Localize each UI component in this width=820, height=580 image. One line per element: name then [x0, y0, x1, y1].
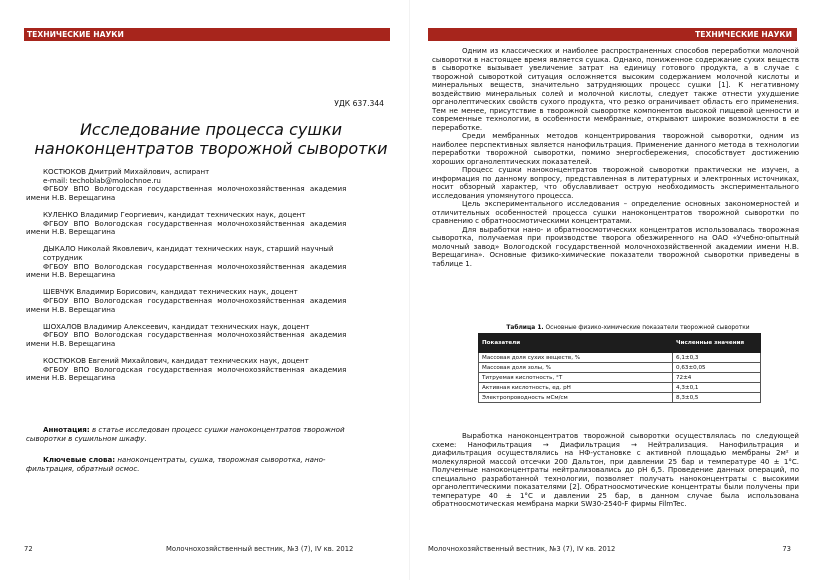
- author-affiliation-cont: имени Н.В. Верещагина: [26, 373, 116, 383]
- article-body-continued: [432, 432, 799, 509]
- journal-footer: Молочнохозяйственный вестник, №3 (7), IV кв. 2012: [428, 545, 616, 553]
- author-affiliation: ФГБОУ ВПО Вологодская государственная молочнохозяйственная академия: [43, 295, 347, 305]
- author-block: [26, 323, 388, 349]
- author-block: [26, 168, 388, 202]
- table-cell: 0,63±0,05: [673, 363, 761, 373]
- author-list: [26, 168, 388, 391]
- author-affiliation: ФГБОУ ВПО Вологодская государственная молочнохозяйственная академия: [43, 330, 347, 340]
- article-body: [432, 47, 799, 268]
- title-line: наноконцентратов творожной сыворотки: [34, 139, 388, 158]
- annotation-label: Аннотация:: [43, 425, 90, 434]
- table-header-row: [479, 334, 761, 353]
- author-name: ШЕВЧУК Владимир Борисович, кандидат технических наук, доцент: [43, 287, 298, 297]
- author-block: [26, 288, 388, 314]
- page-number: 72: [24, 545, 33, 553]
- author-name: КОСТЮКОВ Дмитрий Михайлович, аспирант: [43, 167, 210, 176]
- udc-code: УДК 637.344: [334, 99, 384, 108]
- table-caption: [478, 325, 778, 331]
- keywords-text: наноконцентраты, сушка, творожная сыворотка, нано-: [115, 455, 326, 464]
- table-caption-text: Основные физико-химические показатели творожной сыворотки: [543, 325, 750, 331]
- table-cell: Массовая доля сухих веществ, %: [479, 353, 673, 363]
- table-header-cell: Численные значения: [673, 334, 761, 353]
- annotation-text: в статье исследован процесс сушки наноконцентратов творожной: [89, 425, 345, 434]
- table-cell: 72±4: [673, 373, 761, 383]
- table-cell: Массовая доля золы, %: [479, 363, 673, 373]
- author-affiliation: ФГБОУ ВПО Вологодская государственная молочнохозяйственная академия: [43, 261, 347, 271]
- author-name: ШОХАЛОВ Владимир Алексеевич, кандидат технических наук, доцент: [43, 321, 310, 331]
- author-block: [26, 357, 388, 383]
- author-affiliation-cont: имени Н.В. Верещагина: [26, 338, 116, 348]
- table-header-cell: Показатели: [479, 334, 673, 353]
- author-name-cont: сотрудник: [43, 252, 83, 262]
- table-row: [479, 393, 761, 403]
- author-affiliation: ФГБОУ ВПО Вологодская государственная молочнохозяйственная академия: [43, 364, 347, 374]
- author-affiliation-cont: имени Н.В. Верещагина: [26, 227, 116, 237]
- table-cell: Титруемая кислотность, °Т: [479, 373, 673, 383]
- section-banner: ТЕХНИЧЕСКИЕ НАУКИ: [428, 28, 797, 41]
- table-row: [479, 363, 761, 373]
- author-affiliation-cont: имени Н.В. Верещагина: [26, 270, 116, 280]
- author-affiliation-cont: имени Н.В. Верещагина: [26, 304, 116, 314]
- author-name: КУЛЕНКО Владимир Георгиевич, кандидат технических наук, доцент: [43, 209, 306, 219]
- paragraph: Цель экспериментального исследования – определение основных закономерностей и отличительных особенностей процесса сушки наноконцентратов творожной сыворотки по сравнению с обратноосмотическими концентратами.: [432, 199, 799, 225]
- author-name: КОСТЮКОВ Евгений Михайлович, кандидат технических наук, доцент: [43, 356, 309, 366]
- paragraph: Среди мембранных методов концентрирования творожной сыворотки, одним из наиболее перспективных является нанофильтрация. Применение данного метода в технологии переработки творожной сыворотки, помимо энергосбережения, способствует достижению хороших органолептических показателей.: [432, 131, 799, 166]
- right-page: [410, 0, 820, 580]
- paragraph: Для выработки нано- и обратноосмотических концентратов использовалась творожная сыворотка, получаемая при производстве творога обезжиренного на ОАО «Учебно-опытный молочный завод» Вологодской государственной молочнохозяйственной академии имени Н.В. Верещагина». Основные физико-химические показатели творожной сыворотки приведены в таблице 1.: [432, 224, 799, 268]
- author-block: [26, 245, 388, 279]
- journal-footer: Молочнохозяйственный вестник, №3 (7), IV кв. 2012: [166, 545, 354, 553]
- annotation-text-cont: сыворотки в сушильном шкафу.: [26, 434, 147, 443]
- keywords-text-cont: фильтрация, обратный осмос.: [26, 464, 140, 473]
- author-affiliation: ФГБОУ ВПО Вологодская государственная молочнохозяйственная академия: [43, 184, 347, 194]
- table-row: [479, 353, 761, 363]
- author-affiliation: ФГБОУ ВПО Вологодская государственная молочнохозяйственная академия: [43, 218, 347, 228]
- table-row: [479, 383, 761, 393]
- author-block: [26, 211, 388, 237]
- table-row: [479, 373, 761, 383]
- paragraph: Одним из классических и наиболее распространенных способов переработки молочной сыворотки в настоящее время является сушка. Однако, пониженное содержание сухих веществ в сыворотке вызывает увеличение затрат на единицу готового продукта, а в случае с творожной сывороткой ситуация осложняется высоким содержанием молочной кислоты и минеральных веществ, значительно затрудняющих процесс сушки [1]. К негативному воздействию минеральных солей и молочной кислоты, следует также отнести ухудшение органолептических свойств сухого продукта, что резко ограничивает область его применения. Тем не менее, присутствие в творожной сыворотке компонентов высокой пищевой ценности и современные технологии, в особенности мембранные, открывают широкие возможности в ее переработке.: [432, 46, 799, 132]
- paragraph: Процесс сушки наноконцентратов творожной сыворотки практически не изучен, а информация по данному вопросу, представленная в литературных и электронных источниках, носит обзорный характер, что обуславливает острую необходимость экспериментального исследования упомянутого процесса.: [432, 165, 799, 200]
- author-affiliation-cont: имени Н.В. Верещагина: [26, 192, 116, 202]
- table-cell: Активная кислотность, ед. рН: [479, 383, 673, 393]
- section-banner: ТЕХНИЧЕСКИЕ НАУКИ: [24, 28, 390, 41]
- page-number: 73: [782, 545, 791, 553]
- keywords-label: Ключевые слова:: [43, 455, 116, 464]
- paragraph: Выработка наноконцентратов творожной сыворотки осуществлялась по следующей схеме: Нанофильтрация → Диафильтрация → Нейтрализация. Нанофильтрация и диафильтрация осуществлялись на НФ-установке с активной площадью мембраны 2м² и молекулярной массой отсечки 200 Дальтон, при давлении 25 бар и температуре 40 ± 1°С. Полученные наноконцентраты нейтрализовались до рН 6,5. Проведение данных операций, по специально разработанной технологии, позволяет получать наноконцентраты с высокими органолептическими показателями [2]. Обратноосмотические концентраты были получены при температуре 40 ± 1°С и давлении 25 бар, в данном случае была использована обратноосмотическая мембрана марки SW30-2540-F фирмы FilmTec.: [432, 431, 799, 508]
- physico-chemical-table: [478, 333, 761, 403]
- author-name: ДЫКАЛО Николай Яковлевич, кандидат технических наук, старший научный: [43, 244, 334, 254]
- table-cell: Электропроводность мСм/см: [479, 393, 673, 403]
- table-cell: 8,3±0,5: [673, 393, 761, 403]
- title-line: Исследование процесса сушки: [79, 120, 343, 139]
- annotation: [26, 425, 388, 443]
- table-cell: 6,1±0,3: [673, 353, 761, 363]
- table-caption-label: Таблица 1.: [506, 325, 544, 331]
- table-cell: 4,3±0,1: [673, 383, 761, 393]
- article-title: [26, 120, 396, 158]
- keywords: [26, 455, 388, 473]
- author-email[interactable]: e-mail: techoblab@molochnoe.ru: [43, 175, 161, 185]
